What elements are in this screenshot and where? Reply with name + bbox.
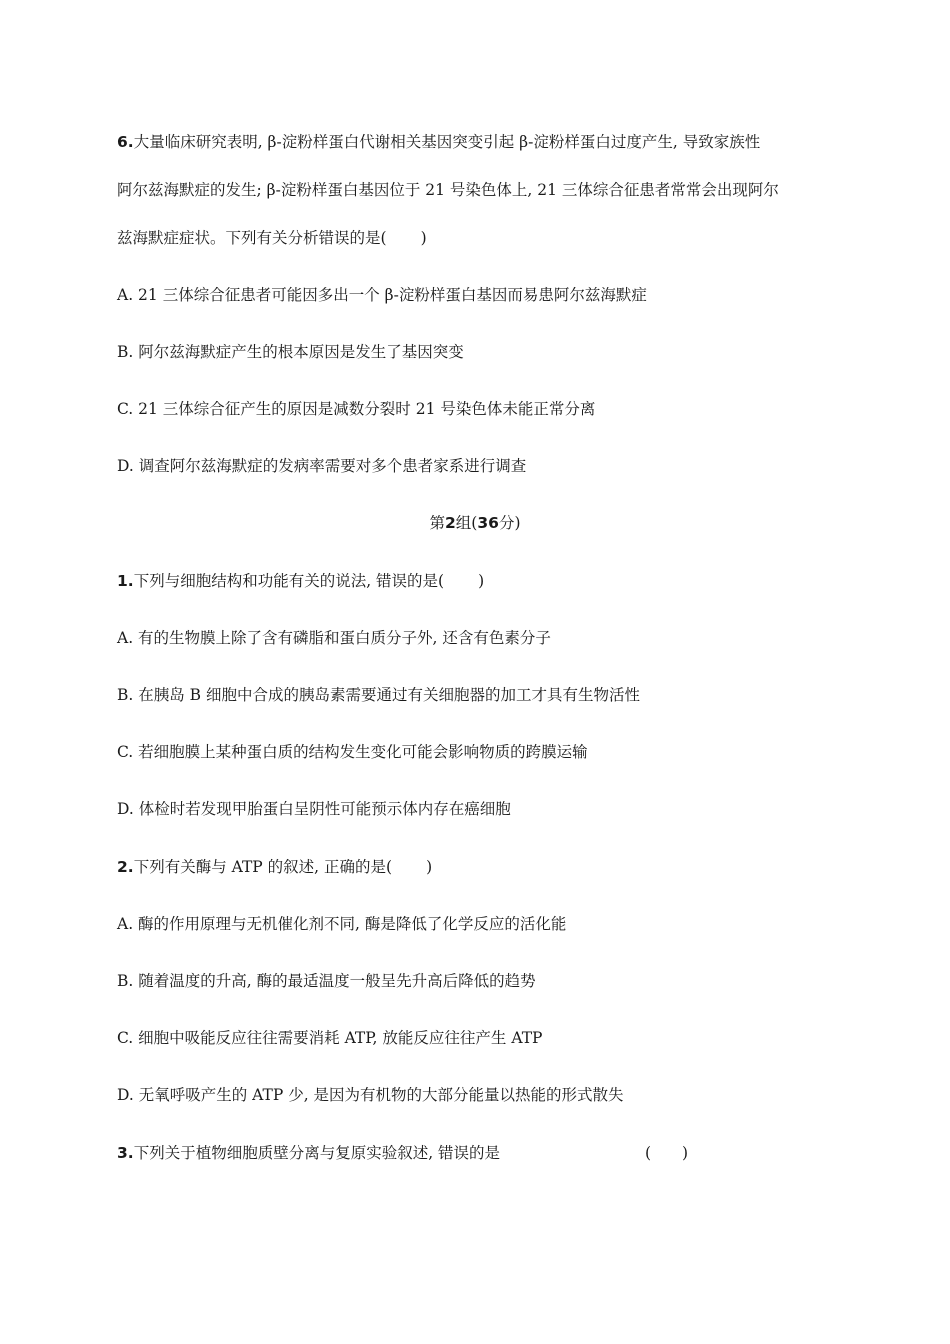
q1-option-d: D. 体检时若发现甲胎蛋白呈阴性可能预示体内存在癌细胞 [117, 800, 511, 818]
q2-number: 2. [117, 858, 134, 876]
q1-stem-text: 下列与细胞结构和功能有关的说法, 错误的是( [133, 572, 445, 590]
q6-stem-line-2 [117, 180, 779, 200]
q2-stem [117, 857, 432, 877]
q2-close-paren: ) [426, 858, 433, 876]
q6-stem-line-3 [117, 228, 427, 248]
q6-stem-line-1 [117, 132, 760, 152]
section-number: 2 [445, 514, 456, 532]
q3-stem [117, 1143, 697, 1163]
q6-option-d: D. 调查阿尔兹海默症的发病率需要对多个患者家系进行调查 [117, 457, 527, 475]
section-heading [0, 513, 950, 533]
q6-option-b: B. 阿尔兹海默症产生的根本原因是发生了基因突变 [117, 343, 464, 361]
q6-number: 6. [117, 133, 134, 151]
q1-option-a: A. 有的生物膜上除了含有磷脂和蛋白质分子外, 还含有色素分子 [117, 629, 551, 647]
q2-option-b: B. 随着温度的升高, 酶的最适温度一般呈先升高后降低的趋势 [117, 972, 536, 990]
q1-close-paren: ) [478, 572, 485, 590]
q1-option-b: B. 在胰岛 B 细胞中合成的胰岛素需要通过有关细胞器的加工才具有生物活性 [117, 686, 640, 704]
q6-stem-text-3: 兹海默症症状。下列有关分析错误的是( [117, 229, 387, 247]
q3-stem-text: 下列关于植物细胞质壁分离与复原实验叙述, 错误的是 [133, 1144, 501, 1162]
section-suffix: 分) [498, 514, 521, 532]
q6-close-paren: ) [420, 229, 427, 247]
q3-answer-paren: ( ) [645, 1144, 689, 1162]
section-prefix: 第 [429, 514, 445, 532]
q1-option-c: C. 若细胞膜上某种蛋白质的结构发生变化可能会影响物质的跨膜运输 [117, 743, 588, 761]
q1-stem [117, 571, 484, 591]
q2-option-c: C. 细胞中吸能反应往往需要消耗 ATP, 放能反应往往产生 ATP [117, 1029, 543, 1047]
q6-stem-text-1: 大量临床研究表明, β-淀粉样蛋白代谢相关基因突变引起 β-淀粉样蛋白过度产生, 导致家族性 [133, 133, 761, 151]
section-mid: 组( [455, 514, 478, 532]
q2-option-d: D. 无氧呼吸产生的 ATP 少, 是因为有机物的大部分能量以热能的形式散失 [117, 1086, 624, 1104]
q2-stem-text: 下列有关酶与 ATP 的叙述, 正确的是( [133, 858, 393, 876]
section-score: 36 [477, 514, 499, 532]
q6-stem-text-2: 阿尔兹海默症的发生; β-淀粉样蛋白基因位于 21 号染色体上, 21 三体综合征患者常常会出现阿尔 [117, 181, 779, 199]
q1-number: 1. [117, 572, 134, 590]
q2-option-a: A. 酶的作用原理与无机催化剂不同, 酶是降低了化学反应的活化能 [117, 915, 567, 933]
q3-number: 3. [117, 1144, 134, 1162]
q6-option-c: C. 21 三体综合征产生的原因是减数分裂时 21 号染色体未能正常分离 [117, 400, 596, 418]
q6-option-a: A. 21 三体综合征患者可能因多出一个 β-淀粉样蛋白基因而易患阿尔兹海默症 [117, 286, 647, 304]
